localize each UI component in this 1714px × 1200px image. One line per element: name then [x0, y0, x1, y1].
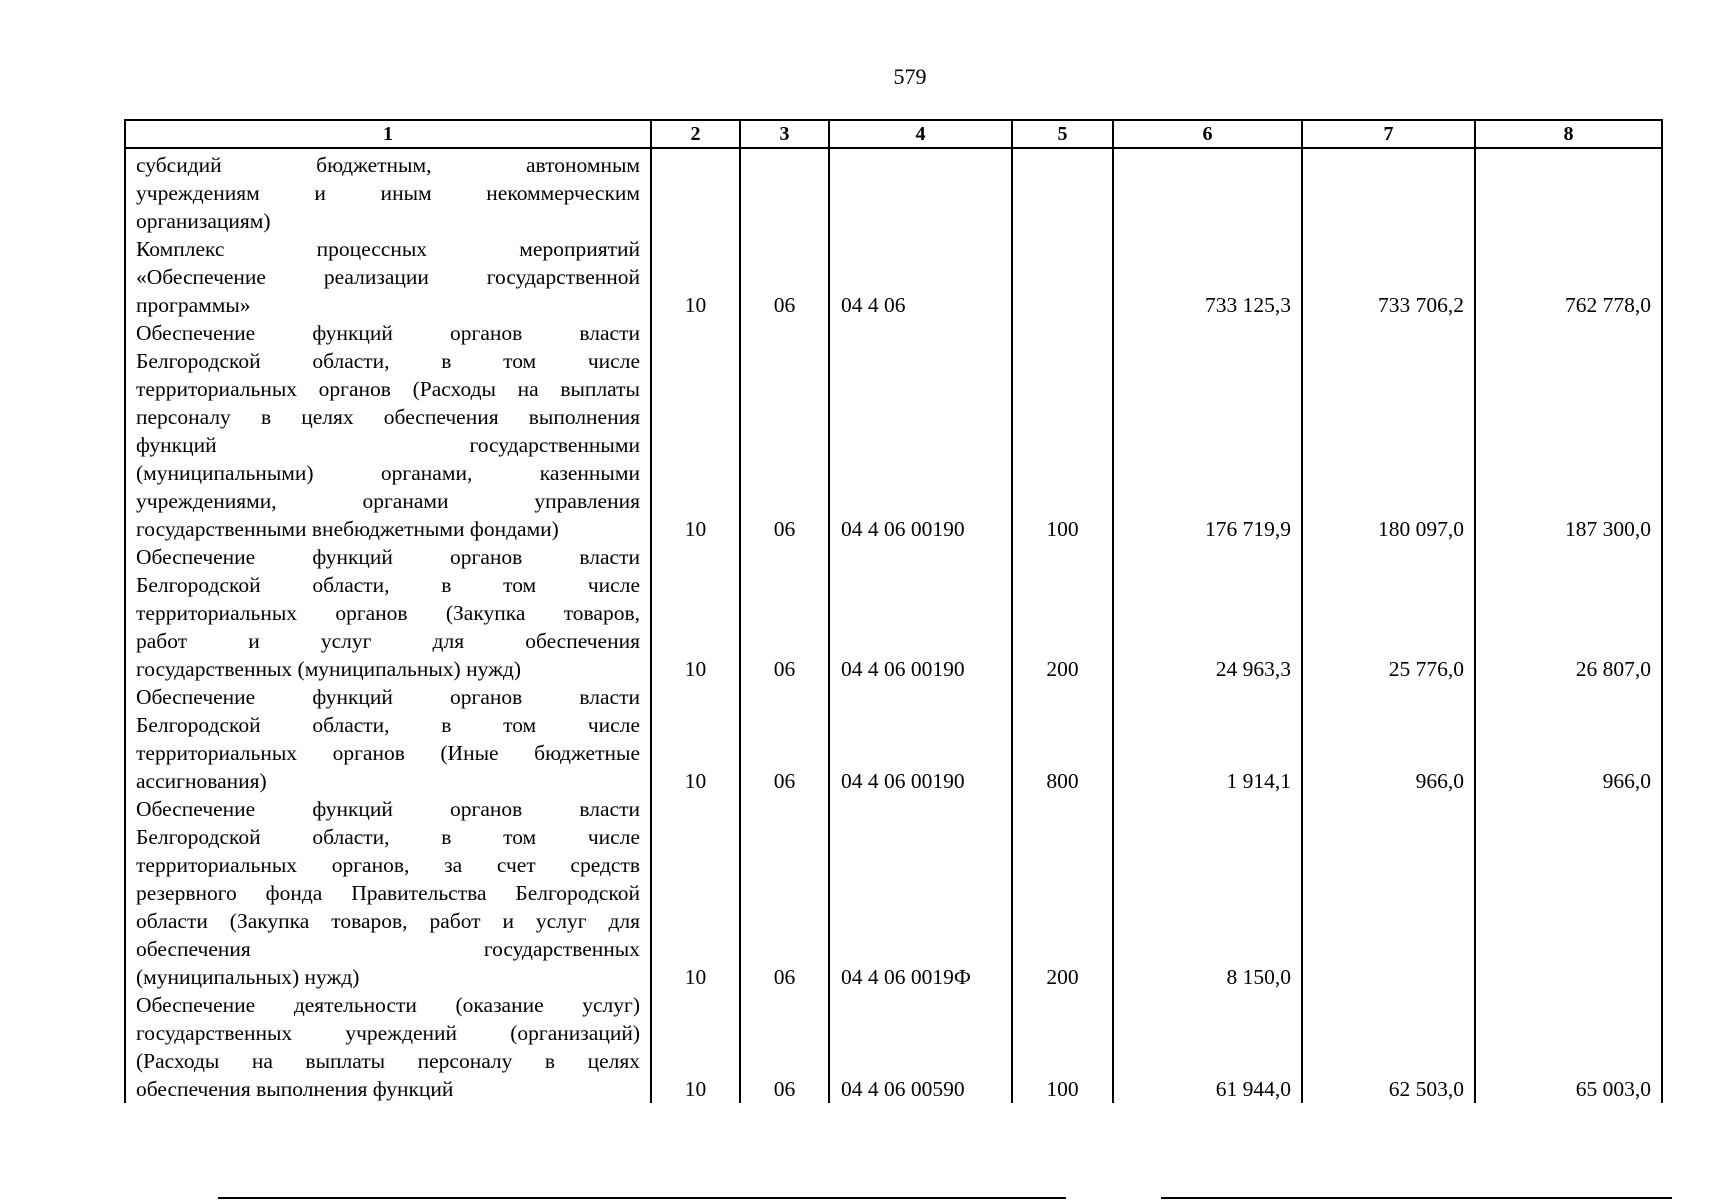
- subsection-cell: 06: [740, 991, 829, 1103]
- table-row: [125, 795, 1662, 991]
- table-row: [125, 235, 1662, 319]
- amount-year1-cell: 24 963,3: [1113, 543, 1302, 683]
- section-cell: [651, 148, 740, 235]
- amount-year2-cell: [1302, 148, 1475, 235]
- section-cell: 10: [651, 991, 740, 1103]
- item-name-cell: [125, 543, 651, 683]
- footer-rule-left: [218, 1197, 1066, 1199]
- item-name-line: Белгородской области, в том числе: [136, 573, 640, 597]
- item-name-line: организациям): [136, 209, 271, 233]
- subsection-cell: [740, 148, 829, 235]
- item-name-line: учреждениями, органами управления: [136, 489, 640, 513]
- item-name-cell: [125, 991, 651, 1103]
- budget-table: [124, 119, 1663, 1103]
- item-name-cell: [125, 683, 651, 795]
- column-header-7: 7: [1302, 120, 1475, 148]
- amount-year1-cell: 61 944,0: [1113, 991, 1302, 1103]
- expense-type-cell: 200: [1012, 543, 1113, 683]
- column-header-2: 2: [651, 120, 740, 148]
- target-article-cell: 04 4 06 00190: [829, 683, 1012, 795]
- column-header-6: 6: [1113, 120, 1302, 148]
- column-header-5: 5: [1012, 120, 1113, 148]
- subsection-cell: 06: [740, 319, 829, 543]
- table-row: [125, 991, 1662, 1103]
- expense-type-cell: [1012, 235, 1113, 319]
- amount-year3-cell: 65 003,0: [1475, 991, 1662, 1103]
- item-name-line: Обеспечение функций органов власти: [136, 797, 640, 821]
- amount-year2-cell: 25 776,0: [1302, 543, 1475, 683]
- item-name-line: обеспечения выполнения функций: [136, 1077, 454, 1101]
- amount-year1-cell: 8 150,0: [1113, 795, 1302, 991]
- table-row: [125, 683, 1662, 795]
- subsection-cell: 06: [740, 543, 829, 683]
- target-article-cell: 04 4 06 00190: [829, 319, 1012, 543]
- item-name-line: территориальных органов, за счет средств: [136, 853, 640, 877]
- target-article-cell: [829, 148, 1012, 235]
- subsection-cell: 06: [740, 683, 829, 795]
- item-name-line: территориальных органов (Закупка товаров,: [136, 601, 640, 625]
- expense-type-cell: [1012, 148, 1113, 235]
- expense-type-cell: 100: [1012, 991, 1113, 1103]
- expense-type-cell: 200: [1012, 795, 1113, 991]
- item-name-line: Обеспечение деятельности (оказание услуг): [136, 993, 640, 1017]
- section-cell: 10: [651, 543, 740, 683]
- item-name-line: Обеспечение функций органов власти: [136, 321, 640, 345]
- footer-rule-right: [1161, 1197, 1672, 1199]
- section-cell: 10: [651, 683, 740, 795]
- item-name-line: субсидий бюджетным, автономным: [136, 153, 640, 177]
- item-name-line: территориальных органов (Иные бюджетные: [136, 741, 640, 765]
- item-name-line: (муниципальных) нужд): [136, 965, 360, 989]
- column-header-4: 4: [829, 120, 1012, 148]
- item-name-line: Обеспечение функций органов власти: [136, 685, 640, 709]
- target-article-cell: 04 4 06: [829, 235, 1012, 319]
- amount-year1-cell: 1 914,1: [1113, 683, 1302, 795]
- amount-year2-cell: 733 706,2: [1302, 235, 1475, 319]
- item-name-line: Комплекс процессных мероприятий: [136, 237, 640, 261]
- expense-type-cell: 800: [1012, 683, 1113, 795]
- item-name-line: Обеспечение функций органов власти: [136, 545, 640, 569]
- item-name-cell: [125, 319, 651, 543]
- amount-year1-cell: 176 719,9: [1113, 319, 1302, 543]
- subsection-cell: 06: [740, 235, 829, 319]
- item-name-line: ассигнования): [136, 769, 267, 793]
- amount-year3-cell: 26 807,0: [1475, 543, 1662, 683]
- item-name-line: территориальных органов (Расходы на выплаты: [136, 377, 640, 401]
- amount-year3-cell: 762 778,0: [1475, 235, 1662, 319]
- item-name-line: функций государственными: [136, 433, 640, 457]
- column-header-3: 3: [740, 120, 829, 148]
- amount-year3-cell: [1475, 795, 1662, 991]
- target-article-cell: 04 4 06 0019Ф: [829, 795, 1012, 991]
- amount-year2-cell: 62 503,0: [1302, 991, 1475, 1103]
- amount-year3-cell: 966,0: [1475, 683, 1662, 795]
- target-article-cell: 04 4 06 00590: [829, 991, 1012, 1103]
- amount-year2-cell: [1302, 795, 1475, 991]
- page-number: 579: [893, 64, 927, 89]
- table-row: [125, 148, 1662, 235]
- item-name-line: «Обеспечение реализации государственной: [136, 265, 640, 289]
- item-name-line: резервного фонда Правительства Белгородской: [136, 881, 640, 905]
- item-name-line: Белгородской области, в том числе: [136, 349, 640, 373]
- item-name-line: работ и услуг для обеспечения: [136, 629, 640, 653]
- expense-type-cell: 100: [1012, 319, 1113, 543]
- header-row: [125, 120, 1662, 148]
- column-header-1: 1: [125, 120, 651, 148]
- item-name-line: (муниципальными) органами, казенными: [136, 461, 640, 485]
- section-cell: 10: [651, 319, 740, 543]
- item-name-line: области (Закупка товаров, работ и услуг для: [136, 909, 640, 933]
- table-body: [125, 148, 1662, 1103]
- table-row: [125, 319, 1662, 543]
- item-name-line: (Расходы на выплаты персоналу в целях: [136, 1049, 640, 1073]
- subsection-cell: 06: [740, 795, 829, 991]
- amount-year1-cell: 733 125,3: [1113, 235, 1302, 319]
- item-name-line: программы»: [136, 293, 251, 317]
- item-name-line: персоналу в целях обеспечения выполнения: [136, 405, 640, 429]
- item-name-cell: [125, 148, 651, 235]
- item-name-line: Белгородской области, в том числе: [136, 825, 640, 849]
- column-header-8: 8: [1475, 120, 1662, 148]
- amount-year3-cell: [1475, 148, 1662, 235]
- item-name-cell: [125, 235, 651, 319]
- section-cell: 10: [651, 235, 740, 319]
- item-name-line: государственных (муниципальных) нужд): [136, 657, 522, 681]
- table-row: [125, 543, 1662, 683]
- amount-year2-cell: 966,0: [1302, 683, 1475, 795]
- item-name-line: учреждениям и иным некоммерческим: [136, 181, 640, 205]
- amount-year3-cell: 187 300,0: [1475, 319, 1662, 543]
- item-name-line: государственными внебюджетными фондами): [136, 517, 559, 541]
- item-name-line: государственных учреждений (организаций): [136, 1021, 640, 1045]
- item-name-line: Белгородской области, в том числе: [136, 713, 640, 737]
- target-article-cell: 04 4 06 00190: [829, 543, 1012, 683]
- amount-year1-cell: [1113, 148, 1302, 235]
- item-name-line: обеспечения государственных: [136, 937, 640, 961]
- amount-year2-cell: 180 097,0: [1302, 319, 1475, 543]
- item-name-cell: [125, 795, 651, 991]
- section-cell: 10: [651, 795, 740, 991]
